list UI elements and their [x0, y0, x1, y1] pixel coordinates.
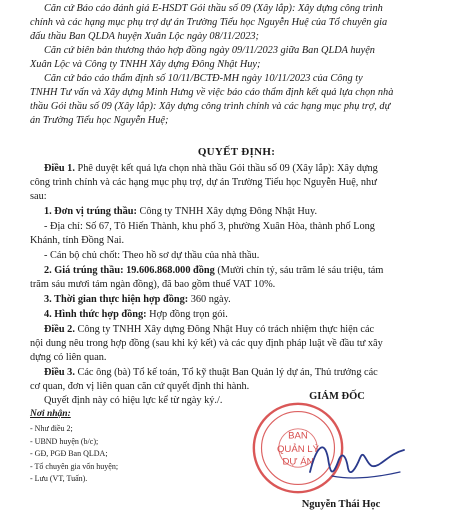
- decision-title: QUYẾT ĐỊNH:: [197, 146, 276, 158]
- recipient-item: - GĐ, PGĐ Ban QLDA;: [30, 449, 108, 458]
- article-1-label: Điều 1.: [44, 163, 75, 174]
- article-1-line: công trình chính và các hạng mục phụ trợ, dự án Trường Tiểu học Nguyễn Huệ, như: [30, 177, 377, 188]
- recipient-item: - Tổ chuyên gia vốn huyện;: [30, 461, 119, 471]
- winning-price-line: trăm sáu mươi tám ngàn đồng), đã bao gồm thuế VAT 10%.: [30, 279, 276, 290]
- winning-price-words: (Mười chín tỷ, sáu trăm lẻ sáu triệu, tám: [214, 265, 384, 276]
- article-1: [0, 162, 473, 176]
- winning-price: [0, 264, 473, 278]
- article-2: [0, 323, 473, 337]
- contract-duration-value: 360 ngày.: [188, 294, 231, 305]
- winning-contractor-label: 1. Đơn vị trúng thầu:: [44, 206, 137, 217]
- svg-text:DỰ ÁN: DỰ ÁN: [282, 456, 314, 468]
- article-2-line: dựng có liên quan.: [30, 352, 107, 363]
- contract-type-label: 4. Hình thức hợp đồng:: [44, 309, 147, 320]
- recipients-title: Nơi nhận:: [30, 409, 71, 419]
- handwritten-signature-icon: [302, 428, 412, 494]
- preamble-line: TNHH Tư vấn và Xây dựng Minh Hưng về việc báo cáo thẩm định kết quả lựa chọn nhà: [30, 87, 394, 98]
- article-1-line: sau:: [30, 191, 47, 202]
- contract-type: [0, 308, 473, 322]
- winning-contractor: [0, 205, 473, 219]
- preamble-line: thầu Gói thầu số 09 (Xây lắp): Xây dựng công trình chính và các hạng mục phụ trợ, dự: [30, 101, 391, 112]
- article-3: [0, 366, 473, 380]
- contract-type-value: Hợp đồng trọn gói.: [146, 309, 228, 320]
- address-line: Khánh, tỉnh Đồng Nai.: [30, 235, 125, 246]
- signature-title: GIÁM ĐỐC: [309, 391, 365, 402]
- preamble-line: Căn cứ Báo cáo đánh giá E-HSDT Gói thầu số 09 (Xây lắp): Xây dựng công trình: [44, 3, 383, 14]
- article-3-line: cơ quan, đơn vị liên quan căn cứ quyết định thi hành.: [30, 381, 250, 392]
- winning-price-value: 19.606.868.000 đồng: [123, 265, 215, 276]
- article-3-label: Điều 3.: [44, 367, 75, 378]
- key-staff: - Cán bộ chủ chốt: Theo hồ sơ dự thầu của nhà thầu.: [44, 250, 260, 261]
- recipients-list: [30, 423, 118, 486]
- contract-duration-label: 3. Thời gian thực hiện hợp đồng:: [44, 294, 189, 305]
- contract-duration: [0, 293, 473, 307]
- preamble-line: Xuân Lộc và Công ty TNHH Xây dựng Đông Nhật Huy;: [30, 59, 261, 70]
- address-line: - Địa chỉ: Số 67, Tô Hiến Thành, khu phố 3, phường Xuân Hòa, thành phố Long: [44, 221, 375, 232]
- article-2-text: Công ty TNHH Xây dựng Đông Nhật Huy có trách nhiệm thực hiện các: [74, 324, 375, 335]
- recipient-item: - UBND huyện (b/c);: [30, 436, 99, 446]
- winning-price-label: 2. Giá trúng thầu:: [44, 265, 124, 276]
- signer-name: Nguyễn Thái Học: [301, 499, 381, 510]
- effect-statement: Quyết định này có hiệu lực kể từ ngày ký./.: [44, 395, 223, 406]
- recipient-item: - Lưu (VT, Tuấn).: [30, 474, 88, 483]
- preamble-line: Căn cứ báo cáo thẩm định số 10/11/BCTĐ-MH ngày 10/11/2023 của Công ty: [44, 73, 363, 84]
- recipient-item: - Như điều 2;: [30, 424, 73, 433]
- preamble-line: Căn cứ biên bản thương thảo hợp đồng ngày 09/11/2023 giữa Ban QLDA huyện: [44, 45, 375, 56]
- preamble-line: chính và các hạng mục phụ trợ dự án Trường Tiểu học Nguyễn Huệ của Tổ chuyên gia: [30, 17, 388, 28]
- article-2-label: Điều 2.: [44, 324, 75, 335]
- article-2-line: nội dung nêu trong hợp đồng (sau khi ký kết) và các quy định pháp luật về đầu tư xây: [30, 338, 383, 349]
- winning-contractor-value: Công ty TNHH Xây dựng Đông Nhật Huy.: [136, 206, 318, 217]
- preamble-line: đấu thầu Ban QLDA huyện Xuân Lộc ngày 08/11/2023;: [30, 31, 259, 42]
- preamble-line: án Trường Tiểu học Nguyễn Huệ;: [30, 115, 169, 126]
- article-3-text: Các ông (bà) Tổ kế toán, Tổ kỹ thuật Ban Quản lý dự án, Thủ trưởng các: [74, 367, 378, 378]
- svg-text:BAN: BAN: [288, 430, 308, 442]
- article-1-text: Phê duyệt kết quả lựa chọn nhà thầu Gói thầu số 09 (Xây lắp): Xây dựng: [74, 163, 378, 174]
- svg-text:QUẢN LÝ: QUẢN LÝ: [276, 443, 320, 455]
